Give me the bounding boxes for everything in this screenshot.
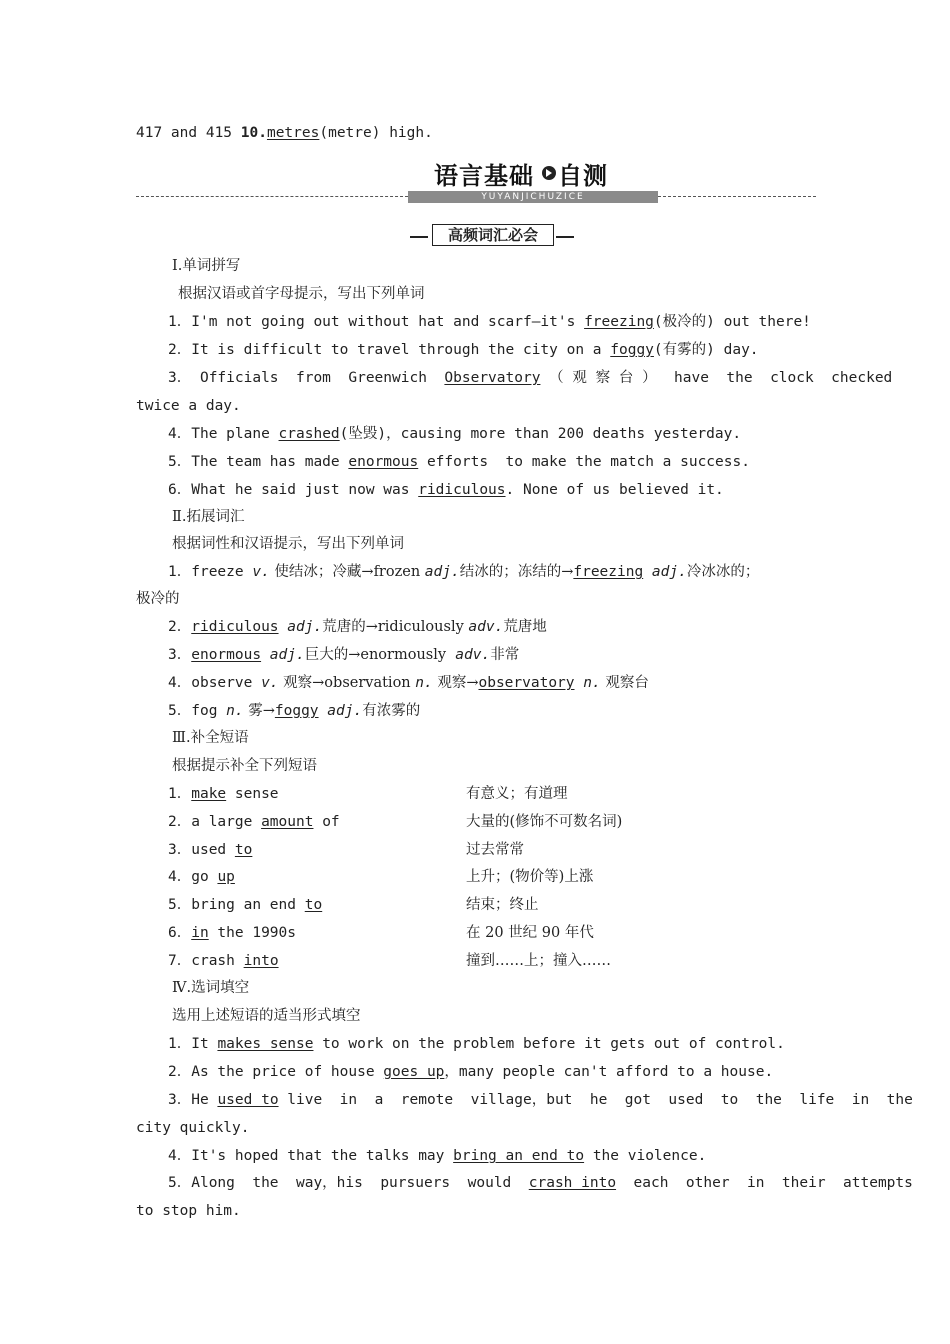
s2-q1-cont: 极冷的 <box>136 591 180 607</box>
top-line <box>136 123 433 143</box>
q-num: 4． <box>168 426 192 442</box>
q-num: 3． <box>168 370 192 386</box>
q-word: freeze <box>191 564 253 580</box>
s2-q2 <box>168 617 547 637</box>
top-line-pre: 417 and 415 <box>136 125 241 141</box>
phrase-text: of <box>313 814 340 830</box>
q-answer: bring an end to <box>453 1148 585 1164</box>
q-num: 2． <box>168 619 192 635</box>
q-text: 雾→ <box>243 703 275 719</box>
q-pos: adv. <box>455 647 491 663</box>
q-text: The team has made <box>191 454 349 470</box>
s4-q5-cont: to stop him. <box>136 1203 241 1219</box>
q-pos: adj. <box>261 647 305 663</box>
phrase-text: a large <box>191 814 262 830</box>
q-num: 7． <box>168 953 192 969</box>
q-pos: adj. <box>643 564 687 580</box>
q-text: It <box>191 1036 218 1052</box>
s2-q3 <box>168 645 519 665</box>
phrase-meaning: 在 20 世纪 90 年代 <box>466 925 594 941</box>
phrase-text: sense <box>226 786 279 802</box>
q-text: 荒唐地 <box>503 619 547 635</box>
arrow-right-icon <box>542 166 556 180</box>
header-title <box>434 156 608 191</box>
phrase-text: the 1990s <box>208 925 297 941</box>
s1-heading: Ⅰ.单词拼写 <box>172 258 241 274</box>
q-text: It is difficult to travel through the city on a <box>191 342 611 358</box>
q-num: 6． <box>168 482 192 498</box>
q-text: I'm not going out without hat and scarf—it's <box>191 314 585 330</box>
q-answer: foggy <box>610 342 654 358</box>
q-answer: crashed <box>278 426 340 442</box>
q-word: observe <box>191 675 262 691</box>
q-text: (极冷的) out there! <box>653 314 811 330</box>
q-answer: Observatory <box>444 370 541 386</box>
s1-q1 <box>168 312 811 332</box>
phrase-answer: amount <box>261 814 314 830</box>
phrase-answer: to <box>234 842 253 858</box>
q-text: each other in their attempts <box>616 1175 913 1191</box>
q-num: 2． <box>168 814 192 830</box>
q-text: 观察→observation <box>278 675 416 691</box>
subheader-box: 高频词汇必会 <box>432 224 554 246</box>
phrase-meaning: 有意义；有道理 <box>466 786 568 802</box>
s4-heading: Ⅳ.选词填空 <box>172 980 250 996</box>
phrase-meaning: 大量的(修饰不可数名词) <box>466 814 623 830</box>
phrase-answer: up <box>217 869 235 885</box>
q-text: 观察台 <box>600 675 649 691</box>
q-num: 4． <box>168 675 192 691</box>
q-pos: n. <box>415 675 433 691</box>
s4-q3-cont: city quickly. <box>136 1120 250 1136</box>
phrase-text: crash <box>191 953 244 969</box>
header-pinyin: YUYANJICHUZICE <box>481 192 585 202</box>
q-answer: enormous <box>191 647 262 663</box>
q-text: (有雾的) day. <box>653 342 759 358</box>
s3-heading: Ⅲ.补全短语 <box>172 730 249 746</box>
q-text: （ 观 察 台 ） have the clock checked <box>540 370 893 386</box>
s4-q1 <box>168 1034 785 1054</box>
q-text: ，many people can't afford to a house. <box>444 1064 774 1080</box>
q-text: Officials from Greenwich <box>191 370 445 386</box>
q-num: 2． <box>168 1064 192 1080</box>
q-pos: n. <box>574 675 601 691</box>
q-pos: adj. <box>318 703 363 719</box>
phrase-row <box>168 867 235 887</box>
q-text: live in a remote village，but he got used to the life in the <box>278 1092 913 1108</box>
q-num: 1． <box>168 564 192 580</box>
q-answer: ridiculous <box>191 619 279 635</box>
phrase-meaning: 上升；(物价等)上涨 <box>466 869 594 885</box>
q-text: the violence. <box>584 1148 707 1164</box>
s1-q2 <box>168 340 759 360</box>
q-answer: enormous <box>348 454 419 470</box>
s4-instruction: 选用上述短语的适当形式填空 <box>172 1008 361 1024</box>
q-num: 5． <box>168 1175 192 1191</box>
q-answer: foggy <box>274 703 319 719</box>
q-text: to work on the problem before it gets out of control. <box>313 1036 785 1052</box>
phrase-row <box>168 812 340 832</box>
q-pos: adj. <box>278 619 323 635</box>
q-answer: freezing <box>584 314 654 330</box>
q-text: 结冰的；冻结的→ <box>459 564 574 580</box>
q-pos: v. <box>261 675 279 691</box>
s2-q4 <box>168 673 649 693</box>
q-word: fog <box>191 703 227 719</box>
q-answer: ridiculous <box>418 482 506 498</box>
q-text: 观察→ <box>432 675 479 691</box>
q-answer: makes sense <box>217 1036 314 1052</box>
q-num: 6． <box>168 925 192 941</box>
q-answer: used to <box>217 1092 279 1108</box>
top-line-post: (metre) high. <box>319 125 433 141</box>
q-text: (坠毁)，causing more than 200 deaths yesterday. <box>339 426 742 442</box>
q-answer: freezing <box>573 564 644 580</box>
phrase-answer: into <box>243 953 279 969</box>
phrase-row <box>168 951 279 971</box>
phrase-row <box>168 784 279 804</box>
q-pos: adj. <box>424 564 460 580</box>
q-num: 3． <box>168 647 192 663</box>
q-num: 5． <box>168 454 192 470</box>
phrase-meaning: 撞到……上；撞入…… <box>466 953 611 969</box>
q-text: Along the way，his pursuers would <box>191 1175 529 1191</box>
q-text: What he said just now was <box>191 482 419 498</box>
q-num: 5． <box>168 897 192 913</box>
s1-q3 <box>168 368 892 388</box>
q-text: 巨大的→enormously <box>304 647 456 663</box>
phrase-answer: in <box>191 925 209 941</box>
q-text: 使结冰；冷藏→frozen <box>269 564 425 580</box>
s4-q2 <box>168 1062 773 1082</box>
subheader-dash-right <box>556 236 574 238</box>
q-num: 3． <box>168 842 192 858</box>
q-num: 1． <box>168 1036 192 1052</box>
q-num: 2． <box>168 342 192 358</box>
q-text: As the price of house <box>191 1064 384 1080</box>
q-answer: crash into <box>528 1175 617 1191</box>
header-title-part1: 语言基础 <box>434 162 534 190</box>
phrase-text: go <box>191 869 218 885</box>
s3-instruction: 根据提示补全下列短语 <box>172 758 317 774</box>
subheader-dash-left <box>410 236 428 238</box>
phrase-meaning: 结束；终止 <box>466 897 539 913</box>
q-num: 4． <box>168 1148 192 1164</box>
q-text: It's hoped that the talks may <box>191 1148 454 1164</box>
phrase-text: bring an end <box>191 897 305 913</box>
q-num: 1． <box>168 314 192 330</box>
q-text: efforts to make the match a success. <box>418 454 750 470</box>
s4-q3 <box>168 1090 913 1110</box>
top-line-num: 10. <box>240 125 267 141</box>
phrase-row <box>168 923 296 943</box>
q-num: 5． <box>168 703 192 719</box>
phrase-meaning: 过去常常 <box>466 842 524 858</box>
header-rule-left <box>136 196 408 197</box>
phrase-row <box>168 895 322 915</box>
q-text: He <box>191 1092 218 1108</box>
q-num: 4． <box>168 869 192 885</box>
top-line-answer: metres <box>266 125 320 141</box>
s2-heading: Ⅱ.拓展词汇 <box>172 509 245 525</box>
q-answer: observatory <box>478 675 575 691</box>
s4-q5 <box>168 1173 913 1193</box>
s1-q5 <box>168 452 750 472</box>
q-num: 3． <box>168 1092 192 1108</box>
s1-q4 <box>168 424 741 444</box>
s2-q1 <box>168 562 759 582</box>
header-title-part2: 自测 <box>558 162 608 190</box>
phrase-row <box>168 840 252 860</box>
phrase-text: used <box>191 842 235 858</box>
s1-instruction: 根据汉语或首字母提示，写出下列单词 <box>178 286 425 302</box>
q-pos: adv. <box>468 619 504 635</box>
s2-q5 <box>168 701 420 721</box>
s4-q4 <box>168 1146 706 1166</box>
q-text: 有浓雾的 <box>362 703 421 719</box>
q-text: 冷冰冰的； <box>686 564 760 580</box>
q-pos: v. <box>252 564 270 580</box>
s1-q6 <box>168 480 724 500</box>
phrase-answer: to <box>304 897 323 913</box>
s2-instruction: 根据词性和汉语提示，写出下列单词 <box>172 536 404 552</box>
q-text: 非常 <box>490 647 520 663</box>
phrase-answer: make <box>191 786 227 802</box>
q-text: 荒唐的→ridiculously <box>322 619 469 635</box>
q-text: The plane <box>191 426 279 442</box>
s1-q3-cont: twice a day. <box>136 398 241 414</box>
header-rule-right <box>658 196 816 197</box>
q-answer: goes up <box>383 1064 445 1080</box>
q-text: . None of us believed it. <box>505 482 724 498</box>
q-num: 1． <box>168 786 192 802</box>
q-pos: n. <box>226 703 244 719</box>
